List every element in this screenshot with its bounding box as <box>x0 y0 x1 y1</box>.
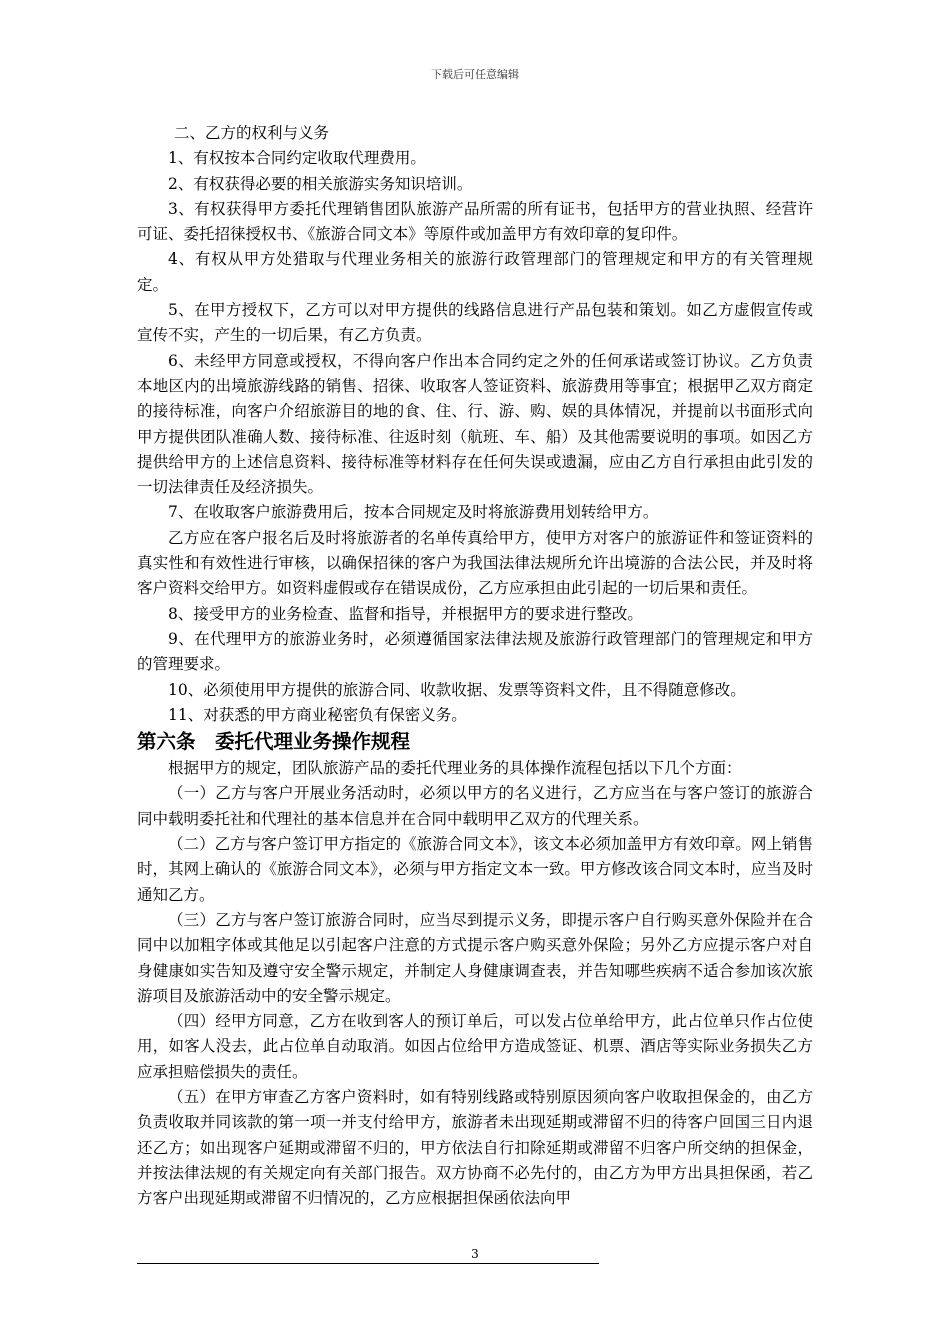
clause-paragraph: 9、在代理甲方的旅游业务时，必须遵循国家法律法规及旅游行政管理部门的管理规定和甲方的管理要求。 <box>137 629 813 674</box>
clause-paragraph: 5、在甲方授权下，乙方可以对甲方提供的线路信息进行产品包装和策划。如乙方虚假宣传或宣传不实，产生的一切后果，有乙方负责。 <box>137 301 813 345</box>
section-title: 二、乙方的权利与义务 <box>174 124 330 142</box>
clause-paragraph: 7、在收取客户旅游费用后，按本合同规定及时将旅游费用划转给甲方。 <box>168 503 659 522</box>
clause-paragraph: 11、对获悉的甲方商业秘密负有保密义务。 <box>168 705 467 724</box>
procedure-paragraph: （一）乙方与客户开展业务活动时，必须以甲方的名义进行，乙方应当在与客户签订的旅游合同中载明委托社和代理社的基本信息并在合同中载明甲乙双方的代理关系。 <box>137 784 813 828</box>
clause-paragraph: 6、未经甲方同意或授权，不得向客户作出本合同约定之外的任何承诺或签订协议。乙方负责本地区内的出境旅游线路的销售、招徕、收取客人签证资料、旅游费用等事宜；根据甲乙双方商定的接待标准，向客户介绍旅游目的地的食、住、行、游、购、娱的具体情况，并提前以书面形式向甲方提供团队准确人数、接待标准、往返时刻（航班、车、船）及其他需要说明的事项。如因乙方提供给甲方的上述信息资料、接待标准等材料存在任何失误或遗漏，应由乙方自行承担由此引发的一切法律责任及经济损失。 <box>137 351 813 497</box>
procedure-paragraph: （二）乙方与客户签订甲方指定的《旅游合同文本》，该文本必须加盖甲方有效印章。网上销售时，其网上确认的《旅游合同文本》，必须与甲方指定文本一致。甲方修改该合同文本时，应当及时通知乙方。 <box>137 835 813 904</box>
clause-paragraph: 3、有权获得甲方委托代理销售团队旅游产品所需的所有证书，包括甲方的营业执照、经营许可证、委托招徕授权书、《旅游合同文本》等原件或加盖甲方有效印章的复印件。 <box>137 199 813 244</box>
procedure-paragraph: （三）乙方与客户签订旅游合同时，应当尽到提示义务，即提示客户自行购买意外保险并在合同中以加粗字体或其他足以引起客户注意的方式提示客户购买意外保险；另外乙方应提示客户对自身健康如实告知及遵守安全警示规定，并制定人身健康调查表，并告知哪些疾病不适合参加该次旅游项目及旅游活动中的安全警示规定。 <box>137 910 813 1005</box>
clause-paragraph: 10、必须使用甲方提供的旅游合同、收款收据、发票等资料文件，且不得随意修改。 <box>168 680 746 699</box>
clause-paragraph: 2、有权获得必要的相关旅游实务知识培训。 <box>168 174 473 193</box>
procedure-paragraph: （五）在甲方审查乙方客户资料时，如有特别线路或特别原因须向客户收取担保金的，由乙方负责收取并同该款的第一项一并支付给甲方，旅游者未出现延期或滞留不归的待客户回国三日内退还乙方；如出现客户延期或滞留不归的，甲方依法自行扣除延期或滞留不归客户所交纳的担保金，并按法律法规的有关规定向有关部门报告。双方协商不必先付的，由乙方为甲方出具担保函，若乙方客户出现延期或滞留不归情况的，乙方应根据担保函依法向甲 <box>137 1087 813 1208</box>
clause-paragraph: 乙方应在客户报名后及时将旅游者的名单传真给甲方，使甲方对客户的旅游证件和签证资料的真实性和有效性进行审核，以确保招徕的客户为我国法律法规所允许出境游的合法公民，并及时将客户资料交给甲方。如资料虚假或存在错误成份，乙方应承担由此引起的一切后果和责任。 <box>137 528 813 598</box>
page-number: 3 <box>471 1247 479 1261</box>
document-body <box>137 121 813 1211</box>
procedure-paragraph: （四）经甲方同意，乙方在收到客人的预订单后，可以发占位单给甲方，此占位单只作占位使用，如客人没去，此占位单自动取消。如因占位给甲方造成签证、机票、酒店等实际业务损失乙方应承担赔偿损失的责任。 <box>137 1012 813 1081</box>
page-header: 下载后可任意编辑 <box>431 68 519 81</box>
clause-paragraph: 1、有权按本合同约定收取代理费用。 <box>168 149 426 168</box>
clause-paragraph: 4、有权从甲方处猎取与代理业务相关的旅游行政管理部门的管理规定和甲方的有关管理规定。 <box>137 250 813 294</box>
article-intro: 根据甲方的规定，团队旅游产品的委托代理业务的具体操作流程包括以下几个方面： <box>168 759 742 778</box>
footer-divider <box>137 1263 599 1264</box>
clause-paragraph: 8、接受甲方的业务检查、监督和指导，并根据甲方的要求进行整改。 <box>168 604 643 623</box>
article-heading: 第六条 委托代理业务操作规程 <box>137 730 411 754</box>
